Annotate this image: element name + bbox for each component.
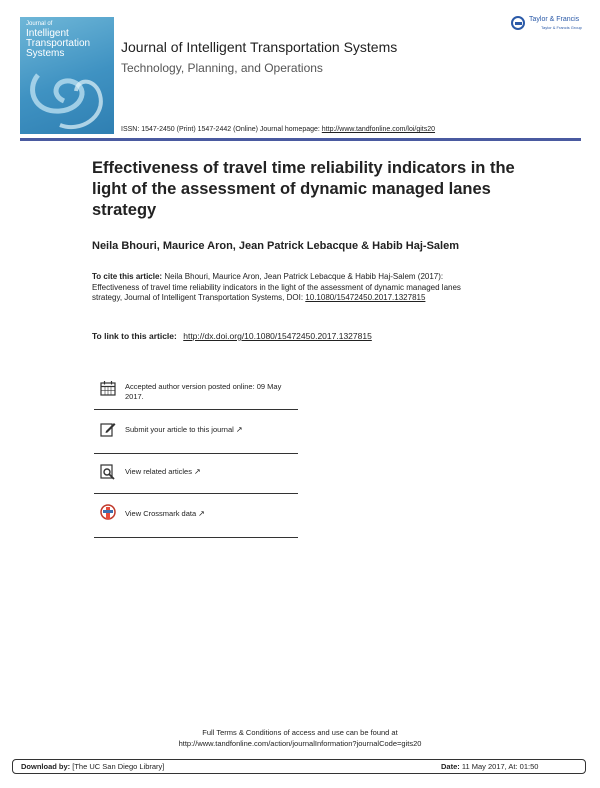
edit-icon bbox=[100, 421, 116, 442]
article-title: Effectiveness of travel time reliability indicators in the light of the assessment of dynamic managed lanes strategy bbox=[92, 159, 515, 219]
downloaded-by-value: [The UC San Diego Library] bbox=[72, 762, 165, 771]
crossmark-icon bbox=[100, 504, 116, 527]
downloaded-by bbox=[21, 762, 164, 771]
journal-subtitle: Technology, Planning, and Operations bbox=[121, 61, 323, 75]
header-divider bbox=[20, 138, 581, 141]
submit-article-link[interactable] bbox=[125, 425, 243, 435]
issn-text: ISSN: 1547-2450 (Print) 1547-2442 (Online) Journal homepage: bbox=[121, 126, 320, 133]
article-authors: Neila Bhouri, Maurice Aron, Jean Patrick Lebacque & Habib Haj-Salem bbox=[92, 240, 459, 252]
citation-block bbox=[92, 272, 482, 304]
crossmark-link[interactable] bbox=[125, 509, 205, 519]
terms-url-link[interactable]: http://www.tandfonline.com/action/journalInformation?journalCode=gits20 bbox=[178, 739, 422, 748]
cover-line-3: Transportation bbox=[26, 38, 91, 49]
journal-title: Journal of Intelligent Transportation Systems bbox=[121, 39, 398, 55]
related-articles-link[interactable] bbox=[125, 467, 201, 477]
publisher-logo[interactable] bbox=[511, 15, 587, 35]
crossmark-external-icon: ↗ bbox=[198, 509, 205, 518]
external-link-icon: ↗ bbox=[193, 467, 201, 476]
cite-doi-link[interactable]: 10.1080/15472450.2017.1327815 bbox=[305, 293, 426, 302]
terms-line-1: Full Terms & Conditions of access and use can be found at bbox=[202, 728, 398, 737]
cover-line-4: Systems bbox=[26, 48, 65, 59]
date-value: 11 May 2017, At: 01:50 bbox=[461, 762, 539, 771]
date-label: Date: bbox=[441, 762, 460, 771]
cover-line-2: Intelligent bbox=[26, 28, 69, 39]
list-item-submit[interactable] bbox=[94, 410, 298, 454]
publisher-logo-name: Taylor & Francis bbox=[529, 16, 580, 23]
downloaded-by-label: Download by: bbox=[21, 762, 71, 771]
calendar-icon bbox=[100, 380, 116, 401]
list-item-related[interactable] bbox=[94, 454, 298, 494]
journal-cover-image bbox=[20, 17, 114, 134]
accepted-version-text: Accepted author version posted online: 09 May 2017. bbox=[125, 382, 282, 401]
cover-line-1: Journal of bbox=[26, 21, 53, 27]
download-info-bar bbox=[12, 759, 586, 774]
related-articles-text: View related articles bbox=[125, 467, 192, 476]
journal-homepage-link[interactable]: http://www.tandfonline.com/loi/gits20 bbox=[321, 126, 436, 133]
cite-text: Neila Bhouri, Maurice Aron, Jean Patrick Lebacque & Habib Haj-Salem (2017): Effectiveness of travel time reliability indicators in the light of the assessment of dynamic managed lanes strategy, Journal of Intelligent Transportation Systems, DOI: bbox=[92, 272, 461, 302]
issn-line bbox=[121, 126, 435, 133]
article-doi-link[interactable]: http://dx.doi.org/10.1080/15472450.2017.1327815 bbox=[183, 331, 372, 341]
external-link-icon: ↗ bbox=[235, 425, 243, 434]
link-label: To link to this article: bbox=[92, 331, 177, 341]
list-item-accepted bbox=[94, 371, 298, 410]
search-document-icon bbox=[100, 464, 116, 485]
article-links-list bbox=[94, 371, 298, 538]
cover-swirl-graphic bbox=[20, 55, 114, 134]
cover-title bbox=[26, 19, 90, 59]
download-date bbox=[441, 762, 538, 771]
submit-article-text: Submit your article to this journal bbox=[125, 425, 234, 434]
publisher-logo-tagline: Taylor & Francis Group bbox=[541, 25, 582, 30]
publisher-logo-icon bbox=[511, 16, 525, 30]
cite-label: To cite this article: bbox=[92, 272, 163, 281]
crossmark-text: View Crossmark data bbox=[125, 509, 197, 518]
article-link-line bbox=[92, 331, 372, 341]
terms-and-conditions bbox=[0, 727, 600, 749]
list-item-crossmark[interactable] bbox=[94, 494, 298, 538]
